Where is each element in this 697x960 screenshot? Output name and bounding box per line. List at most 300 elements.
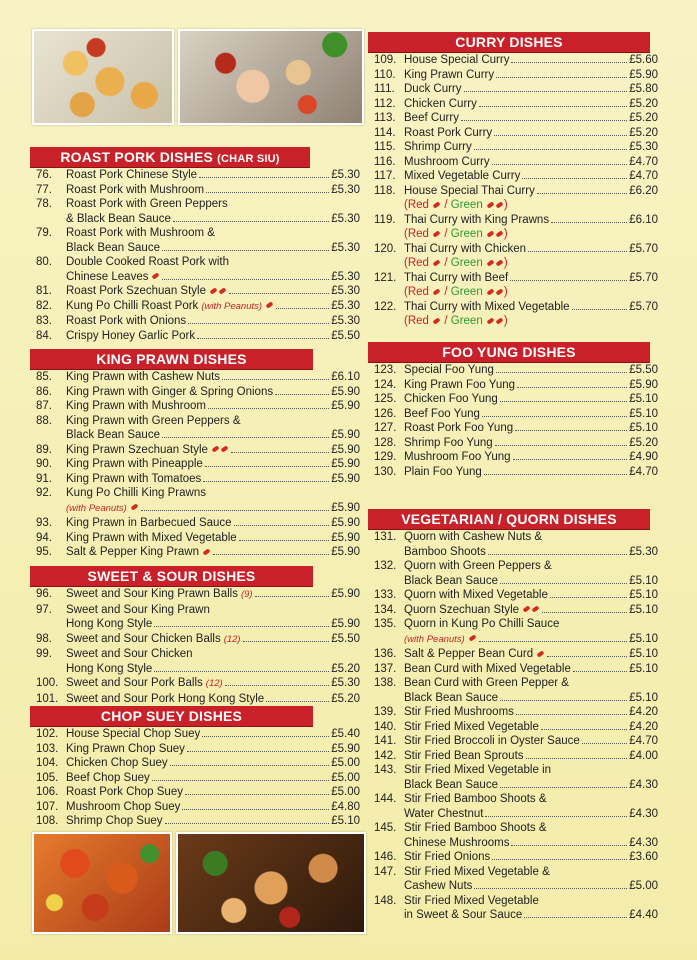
item-number: 138. [374,677,397,689]
menu-item-line [374,734,658,749]
menu-item [374,184,658,213]
leader-dots [510,280,627,281]
item-name: Quorn with Mixed Vegetable [404,589,548,601]
item-number: 134. [374,603,397,616]
item-note: (12) [223,633,241,645]
leader-dots [500,401,627,402]
menu-item [374,53,658,68]
menu-item-line [374,894,658,909]
leader-dots [154,626,329,627]
menu-item [374,363,658,378]
leader-dots [500,787,627,788]
menu-item-line [36,545,360,560]
menu-item [374,850,658,865]
menu-item-line [36,168,360,183]
leader-dots [141,510,329,511]
leader-dots [479,641,627,642]
section-title: ROAST PORK DISHES [60,149,214,165]
item-number: 100. [36,677,59,689]
leader-dots [488,554,627,555]
menu-item [36,314,360,329]
menu-item [36,472,360,487]
chili-marker [468,632,477,647]
section-vegetarian [368,509,658,923]
menu-item [36,727,360,742]
menu-item-line [374,314,658,329]
menu-item [374,82,658,97]
menu-item-line [36,617,360,632]
leader-dots [205,466,329,467]
item-price: £5.90 [331,531,360,544]
menu-item-line [374,271,658,286]
menu-item-line [374,705,658,720]
menu-item [374,213,658,242]
menu-item-line [36,501,360,517]
item-name-cont: Chinese Mushrooms [404,836,510,849]
menu-item [36,692,360,707]
chili-icon [220,446,228,453]
item-price: £4.20 [629,720,658,733]
leader-dots [515,430,627,431]
leader-dots [234,525,330,526]
option-green: Green [450,286,483,298]
item-number: 131. [374,531,397,543]
menu-item-line [36,771,360,786]
item-name: Mushroom Curry [404,155,490,168]
item-number: 95. [36,546,52,558]
item-number: 140. [374,720,397,733]
menu-item [374,662,658,677]
item-price: £5.70 [629,300,658,313]
item-price: £5.30 [331,212,360,225]
item-name: Sweet and Sour King Prawn Balls [66,588,238,600]
item-number: 145. [374,822,397,834]
menu-item [36,814,360,829]
item-name: Chicken Foo Yung [404,393,498,405]
menu-item-line [374,242,658,257]
menu-item-line [36,314,360,329]
menu-item-line [374,53,658,68]
chili-icon [495,317,503,324]
leader-dots [170,765,330,766]
section-title: VEGETARIAN / QUORN DISHES [401,511,617,527]
menu-item [374,140,658,155]
leader-dots [511,62,627,63]
item-number: 125. [374,393,397,405]
chili-marker [151,270,160,285]
menu-item-line [374,908,658,923]
menu-item-line [374,662,658,677]
option-green: Green [450,199,483,211]
menu-item-line [36,662,360,677]
menu-item [374,169,658,184]
menu-item [36,457,360,472]
item-list [30,370,360,560]
item-price: £4.20 [629,706,658,718]
menu-item-line [374,763,658,778]
menu-item-line [374,749,658,764]
item-number: 118. [374,184,396,197]
item-price: £6.10 [629,213,658,226]
item-number: 84. [36,329,52,342]
leader-dots [173,221,329,222]
menu-item [36,255,360,284]
section-header [368,342,650,363]
item-name: Quorn with Cashew Nuts & [404,531,543,543]
chili-icon [218,287,226,294]
leader-dots [542,612,627,613]
leader-dots [500,583,627,584]
chili-icon [486,230,494,237]
leader-dots [202,736,329,737]
leader-dots [213,554,329,555]
menu-item-line [374,778,658,793]
menu-item-line [374,850,658,865]
item-price: £4.30 [629,778,658,791]
item-name: Sweet and Sour Pork Hong Kong Style [66,692,265,705]
item-name-cont: Bamboo Shoots [404,545,486,558]
menu-item-line [374,588,658,603]
item-price: £5.50 [331,329,360,342]
leader-dots [516,714,627,715]
item-name: Shrimp Chop Suey [66,815,163,827]
item-number: 112. [374,97,396,110]
chili-icon [433,259,441,266]
menu-item [374,559,658,588]
menu-item-line [36,385,360,400]
item-price: £5.20 [629,126,658,139]
item-name: King Prawn with Mixed Vegetable [66,531,237,544]
item-number: 128. [374,436,397,449]
menu-item-line [374,378,658,393]
leader-dots [492,859,627,860]
item-name-cont: Chinese Leaves [66,270,149,283]
item-name-cont: Hong Kong Style [66,618,153,630]
section-header [30,349,313,370]
menu-item [36,284,360,299]
item-price: £5.30 [331,285,360,297]
menu-item-line [374,691,658,706]
menu-item [36,545,360,560]
item-number: 82. [36,299,52,312]
section-king-prawn [30,349,360,560]
item-name-cont: Hong Kong Style [66,662,153,675]
option-red: Red [407,199,429,211]
leader-dots [496,372,627,373]
chili-marker [209,284,227,299]
item-name-cont: Cashew Nuts [404,880,473,892]
menu-item-line [374,392,658,407]
leader-dots [187,751,329,752]
item-price: £5.90 [331,742,360,755]
leader-dots [537,193,627,194]
leader-dots [266,701,329,702]
item-note: (12) [205,678,223,689]
chili-icon [433,230,441,237]
item-price: £5.10 [629,589,658,601]
item-name-cont: Black Bean Sauce [404,691,498,704]
item-number: 83. [36,315,52,327]
item-name: Sweet and Sour Chicken Balls [66,632,221,645]
menu-item-line [374,879,658,894]
item-name: Roast Pork with Mushroom & [66,227,215,239]
leader-dots [513,459,628,460]
item-number: 124. [374,378,397,391]
item-number: 91. [36,472,52,485]
item-name: Roast Pork with Mushroom [66,183,205,196]
section-chop-suey [30,706,360,829]
leader-dots [573,671,627,672]
item-name: Salt & Pepper Bean Curd [404,648,534,660]
leader-dots [526,758,628,759]
item-price: £5.00 [331,786,360,798]
item-name: King Prawn Curry [404,68,495,81]
option-red: Red [407,286,429,298]
item-name: Chicken Chop Suey [66,757,168,769]
menu-item-line [374,574,658,589]
leader-dots [197,338,329,339]
menu-item-line [36,676,360,692]
item-price: £5.20 [629,112,658,124]
menu-item-line [36,457,360,472]
menu-item [36,587,360,603]
chili-icon [130,504,138,511]
item-list [368,53,658,329]
menu-item [374,530,658,559]
leader-dots [243,641,330,642]
item-number: 104. [36,757,59,769]
item-name: Kung Po Chilli Roast Pork [66,299,199,312]
leader-dots [524,917,627,918]
item-name: King Prawn Foo Yung [404,378,516,391]
item-number: 76. [36,169,52,181]
item-note: (with Peanuts) [404,633,465,645]
item-name: Plain Foo Yung [404,465,482,478]
menu-item [36,414,360,443]
menu-item-line [374,184,658,199]
item-price: £5.00 [331,771,360,784]
item-name-cont: Black Bean Sauce [66,241,160,254]
menu-item [374,126,658,141]
leader-dots [208,408,329,409]
item-number: 129. [374,451,397,463]
section-title: KING PRAWN DISHES [96,351,247,367]
menu-item-line [374,603,658,618]
leader-dots [495,445,628,446]
chili-marker [202,545,211,560]
item-name: Special Foo Yung [404,364,494,376]
leader-dots [492,164,628,165]
leader-dots [182,809,329,810]
chili-icon [433,201,441,208]
item-price: £5.10 [629,393,658,405]
item-number: 109. [374,54,397,66]
menu-item [36,771,360,786]
chili-icon [495,230,503,237]
item-price: £5.30 [629,545,658,558]
item-name: House Special Thai Curry [404,184,535,197]
item-name: Stir Fried Mixed Vegetable in [404,764,552,776]
menu-item-line [374,632,658,648]
leader-dots [152,780,329,781]
item-name: Roast Pork with Onions [66,315,187,327]
item-price: £5.10 [629,407,658,420]
leader-dots [165,823,330,824]
menu-item [374,647,658,662]
leader-dots [496,77,627,78]
item-price: £4.30 [629,836,658,849]
item-number: 101. [36,692,59,705]
chili-icon [266,302,274,309]
leader-dots [239,540,330,541]
item-name: Bean Curd with Mixed Vegetable [404,662,571,675]
item-price: £3.60 [629,851,658,863]
menu-item [374,242,658,271]
item-name: King Prawn Szechuan Style [66,443,208,456]
section-title: CURRY DISHES [455,34,563,50]
menu-item [374,465,658,480]
item-name: Thai Curry with King Prawns [404,213,550,226]
menu-item [374,720,658,735]
item-name: King Prawn Chop Suey [66,742,185,755]
item-price: £5.90 [629,378,658,391]
menu-item [374,792,658,821]
menu-item [36,486,360,516]
item-price: £4.70 [629,170,658,182]
menu-item [374,407,658,422]
menu-item-line [374,792,658,807]
menu-item-line [374,436,658,451]
leader-dots [474,888,627,889]
menu-item [36,183,360,198]
item-price: £5.90 [331,618,360,630]
item-name: King Prawn with Green Peppers & [66,414,241,427]
leader-dots [162,279,329,280]
menu-item-line [36,531,360,546]
item-number: 85. [36,371,52,383]
item-name: Roast Pork with Green Peppers [66,198,228,210]
curry-options: (Red / Green ) [404,199,508,211]
menu-item [36,516,360,531]
menu-item [36,785,360,800]
leader-dots [206,192,329,193]
menu-item [374,763,658,792]
item-name: King Prawn with Tomatoes [66,472,202,485]
menu-item-line [36,486,360,501]
curry-options: (Red / Green ) [404,286,508,298]
chili-icon [433,317,441,324]
item-price: £4.70 [629,735,658,747]
item-number: 126. [374,407,397,420]
menu-item-line [374,647,658,662]
item-price: £5.70 [629,271,658,284]
item-price: £5.10 [629,632,658,645]
item-name-cont: & Black Bean Sauce [66,212,171,225]
menu-item-line [36,414,360,429]
leader-dots [203,481,329,482]
section-header [30,147,310,168]
photo-sweet-sour-balls [32,29,174,125]
chili-icon [495,259,503,266]
item-name: Roast Pork Curry [404,126,493,139]
item-price: £5.30 [629,141,658,153]
menu-item [36,299,360,315]
item-name: Duck Curry [404,83,462,95]
item-name: Beef Curry [404,112,459,124]
item-price: £6.10 [331,371,360,383]
item-name: King Prawn with Cashew Nuts [66,371,221,383]
item-name: Roast Pork Foo Yung [404,422,514,434]
item-name: Stir Fried Bean Sprouts [404,749,524,762]
item-price: £5.10 [629,691,658,704]
chili-icon [523,606,531,613]
item-number: 103. [36,742,59,755]
item-price: £5.10 [629,648,658,660]
leader-dots [494,135,627,136]
item-number: 81. [36,285,52,297]
section-curry [368,32,658,329]
item-price: £5.90 [331,501,360,514]
menu-item-line [36,226,360,241]
item-name: Shrimp Foo Yung [404,436,493,449]
item-name: Sweet and Sour Chicken [66,648,193,660]
item-name: Stir Fried Onions [404,851,491,863]
item-price: £5.90 [331,458,360,470]
menu-item-line [374,465,658,480]
menu-item-line [36,443,360,458]
menu-item [374,617,658,647]
item-price: £5.90 [331,400,360,412]
menu-item [36,647,360,676]
menu-item [374,705,658,720]
option-red: Red [407,228,429,240]
menu-item [374,676,658,705]
item-name: Double Cooked Roast Pork with [66,256,229,268]
item-price: £5.50 [331,632,360,645]
item-name: King Prawn with Ginger & Spring Onions [66,385,274,398]
item-price: £5.30 [331,315,360,327]
section-sweet-sour [30,566,360,706]
item-price: £5.80 [629,83,658,95]
menu-item-line [36,632,360,648]
item-price: £5.90 [629,68,658,81]
menu-item-line [36,183,360,198]
menu-item-line [374,865,658,880]
menu-item-line [36,212,360,227]
item-price: £5.30 [331,677,360,689]
menu-item [374,111,658,126]
leader-dots [541,729,627,730]
item-number: 122. [374,300,397,313]
menu-item-line [374,545,658,560]
menu-item-line [36,428,360,443]
item-price: £5.30 [331,241,360,254]
chili-icon [537,650,545,657]
item-name: Roast Pork Chinese Style [66,169,198,181]
menu-item-line [36,603,360,618]
menu-item-line [374,68,658,83]
menu-item-line [374,285,658,300]
chili-icon [486,317,494,324]
leader-dots [517,387,627,388]
item-name: Mushroom Chop Suey [66,800,181,813]
item-list [30,587,360,706]
item-number: 108. [36,815,59,827]
leader-dots [154,671,329,672]
item-name: Chicken Curry [404,97,477,110]
item-name-cont: Black Bean Sauce [404,574,498,587]
menu-item-line [374,720,658,735]
